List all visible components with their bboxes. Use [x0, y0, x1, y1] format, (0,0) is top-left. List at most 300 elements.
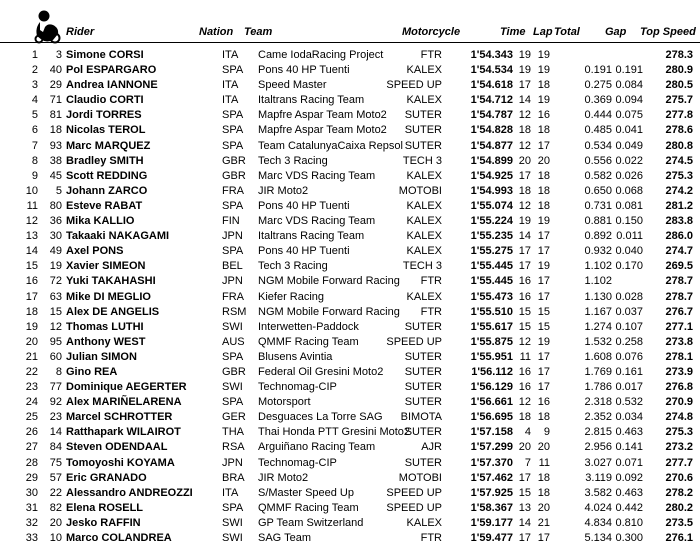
cell-team-name: Mapfre Aspar Team Moto2	[258, 109, 387, 122]
cell-best-lap: 12	[518, 396, 531, 409]
cell-best-lap: 13	[518, 501, 531, 514]
cell-best-time: 1'55.275	[470, 245, 513, 258]
cell-top-speed: 270.9	[665, 396, 693, 409]
cell-nation: ITA	[222, 79, 239, 92]
results-header	[0, 0, 700, 43]
cell-total-laps: 18	[537, 199, 550, 212]
cell-nation: SWI	[222, 516, 243, 529]
cell-best-time: 1'54.618	[470, 79, 513, 92]
table-row	[0, 108, 700, 123]
cell-best-lap: 12	[518, 109, 531, 122]
cell-nation: SPA	[222, 245, 244, 258]
cell-rider-name: Johann ZARCO	[66, 184, 148, 197]
table-row	[0, 335, 700, 350]
header-time: Time	[500, 26, 526, 38]
cell-total-laps: 20	[537, 154, 550, 167]
cell-best-lap: 17	[518, 245, 531, 258]
cell-motorcycle: MOTOBI	[398, 184, 442, 197]
header-motorcycle: Motorcycle	[402, 26, 461, 38]
cell-total-laps: 20	[537, 501, 550, 514]
cell-gap-previous: 0.037	[615, 305, 643, 318]
cell-team-name: Came IodaRacing Project	[258, 49, 384, 61]
cell-best-lap: 19	[518, 64, 531, 77]
cell-gap-first: 3.027	[584, 456, 612, 469]
cell-team-name: Marc VDS Racing Team	[258, 215, 376, 228]
cell-best-time: 1'56.129	[470, 381, 513, 394]
cell-position: 14	[25, 245, 38, 258]
cell-gap-first: 1.769	[584, 365, 612, 378]
table-row	[0, 214, 700, 229]
cell-rider-name: Alessandro ANDREOZZI	[66, 486, 193, 499]
cell-best-lap: 14	[518, 516, 531, 529]
cell-best-lap: 17	[518, 532, 531, 544]
cell-best-time: 1'55.951	[470, 350, 513, 363]
cell-total-laps: 15	[537, 320, 550, 333]
cell-team-name: Desguaces La Torre SAG	[258, 411, 383, 424]
cell-top-speed: 273.8	[665, 335, 693, 348]
cell-gap-previous: 0.049	[615, 139, 643, 152]
cell-rider-number: 57	[49, 471, 62, 484]
cell-total-laps: 17	[537, 139, 550, 152]
cell-rider-name: Jesko RAFFIN	[66, 516, 141, 529]
cell-best-lap: 17	[518, 169, 531, 182]
cell-rider-name: Julian SIMON	[66, 350, 137, 363]
cell-position: 27	[25, 441, 38, 454]
cell-best-time: 1'54.993	[470, 184, 513, 197]
cell-best-time: 1'55.445	[470, 275, 513, 288]
cell-best-lap: 7	[524, 456, 531, 469]
cell-gap-previous: 0.071	[615, 456, 643, 469]
cell-rider-name: Alex MARIÑELARENA	[66, 396, 182, 409]
cell-team-name: Tech 3 Racing	[258, 154, 328, 167]
cell-total-laps: 19	[537, 335, 550, 348]
cell-motorcycle: SUTER	[404, 456, 442, 469]
header-total: Total	[554, 26, 580, 38]
cell-gap-previous: 0.068	[615, 184, 643, 197]
cell-team-name: Italtrans Racing Team	[258, 94, 365, 107]
cell-rider-name: Simone CORSI	[66, 49, 144, 61]
cell-best-lap: 15	[518, 305, 531, 318]
cell-best-time: 1'55.445	[470, 260, 513, 273]
cell-rider-name: Takaaki NAKAGAMI	[66, 230, 170, 243]
cell-total-laps: 18	[537, 184, 550, 197]
cell-top-speed: 277.8	[665, 109, 693, 122]
cell-position: 33	[25, 532, 38, 544]
cell-nation: SPA	[222, 64, 244, 77]
cell-gap-first: 0.275	[584, 79, 612, 92]
cell-best-time: 1'56.661	[470, 396, 513, 409]
cell-gap-previous: 0.084	[615, 79, 643, 92]
cell-position: 6	[31, 124, 38, 137]
table-row	[0, 410, 700, 425]
cell-total-laps: 18	[537, 79, 550, 92]
cell-best-lap: 15	[518, 320, 531, 333]
cell-rider-number: 40	[49, 64, 62, 77]
cell-gap-first: 0.650	[584, 184, 612, 197]
cell-top-speed: 276.1	[665, 532, 693, 544]
cell-best-lap: 18	[518, 411, 531, 424]
cell-gap-previous: 0.810	[615, 516, 643, 529]
cell-gap-previous: 0.463	[615, 486, 643, 499]
cell-gap-previous: 0.442	[615, 501, 643, 514]
cell-gap-previous: 0.258	[615, 335, 643, 348]
cell-best-lap: 4	[524, 426, 531, 439]
cell-rider-number: 95	[49, 335, 62, 348]
cell-best-lap: 18	[518, 124, 531, 137]
cell-position: 32	[25, 516, 38, 529]
cell-best-time: 1'54.787	[470, 109, 513, 122]
cell-top-speed: 278.2	[665, 486, 693, 499]
cell-motorcycle: KALEX	[406, 64, 442, 77]
cell-gap-first: 0.444	[584, 109, 612, 122]
cell-position: 30	[25, 486, 38, 499]
cell-rider-number: 81	[49, 109, 62, 122]
cell-nation: GBR	[222, 365, 246, 378]
cell-best-time: 1'54.925	[470, 169, 513, 182]
cell-position: 4	[31, 94, 38, 107]
cell-gap-previous: 0.034	[615, 411, 643, 424]
cell-rider-name: Eric GRANADO	[66, 471, 147, 484]
cell-top-speed: 273.2	[665, 441, 693, 454]
cell-position: 20	[25, 335, 38, 348]
table-row	[0, 290, 700, 305]
cell-motorcycle: KALEX	[406, 169, 442, 182]
table-row	[0, 395, 700, 410]
table-row	[0, 199, 700, 214]
cell-motorcycle: SUTER	[404, 365, 442, 378]
cell-team-name: Interwetten-Paddock	[258, 320, 359, 333]
cell-nation: JPN	[222, 456, 243, 469]
cell-best-lap: 17	[518, 471, 531, 484]
cell-rider-number: 10	[49, 532, 62, 544]
cell-gap-first: 0.534	[584, 139, 612, 152]
cell-rider-name: Anthony WEST	[66, 335, 146, 348]
cell-best-time: 1'57.158	[470, 426, 513, 439]
cell-top-speed: 276.7	[665, 305, 693, 318]
cell-gap-first: 0.582	[584, 169, 612, 182]
cell-rider-number: 30	[49, 230, 62, 243]
cell-motorcycle: SUTER	[404, 109, 442, 122]
cell-top-speed: 275.3	[665, 169, 693, 182]
cell-best-lap: 12	[518, 335, 531, 348]
cell-gap-first: 0.932	[584, 245, 612, 258]
cell-rider-number: 72	[49, 275, 62, 288]
cell-best-time: 1'54.534	[470, 64, 513, 77]
cell-best-lap: 15	[518, 486, 531, 499]
cell-nation: GBR	[222, 169, 246, 182]
cell-best-time: 1'54.899	[470, 154, 513, 167]
cell-total-laps: 19	[537, 49, 550, 61]
table-row	[0, 63, 700, 78]
cell-rider-name: Yuki TAKAHASHI	[66, 275, 156, 288]
cell-team-name: JIR Moto2	[258, 184, 309, 197]
cell-motorcycle: KALEX	[406, 245, 442, 258]
cell-rider-number: 18	[49, 124, 62, 137]
cell-rider-number: 84	[49, 441, 62, 454]
cell-rider-number: 82	[49, 501, 62, 514]
table-row	[0, 471, 700, 486]
cell-best-time: 1'55.510	[470, 305, 513, 318]
cell-gap-previous: 0.107	[615, 320, 643, 333]
cell-total-laps: 17	[537, 245, 550, 258]
cell-total-laps: 19	[537, 215, 550, 228]
cell-top-speed: 278.1	[665, 350, 693, 363]
cell-rider-number: 60	[49, 350, 62, 363]
cell-rider-name: Marco COLANDREA	[66, 532, 172, 544]
cell-gap-previous: 0.081	[615, 199, 643, 212]
cell-rider-number: 75	[49, 456, 62, 469]
cell-team-name: Technomag-CIP	[258, 381, 337, 394]
cell-top-speed: 269.5	[665, 260, 693, 273]
cell-best-lap: 11	[519, 350, 531, 363]
cell-rider-name: Mika KALLIO	[66, 215, 135, 228]
results-table	[0, 48, 700, 546]
cell-top-speed: 283.8	[665, 215, 693, 228]
cell-rider-name: Alex DE ANGELIS	[66, 305, 160, 318]
cell-motorcycle: FTR	[420, 275, 442, 288]
cell-best-time: 1'59.177	[470, 516, 513, 529]
cell-gap-first: 0.731	[584, 199, 612, 212]
cell-top-speed: 274.5	[665, 154, 693, 167]
cell-top-speed: 281.2	[665, 199, 693, 212]
cell-gap-first: 1.786	[584, 381, 612, 394]
table-row	[0, 365, 700, 380]
cell-top-speed: 280.5	[665, 79, 693, 92]
cell-total-laps: 18	[537, 471, 550, 484]
table-row	[0, 486, 700, 501]
cell-rider-number: 93	[49, 139, 62, 152]
cell-total-laps: 20	[537, 441, 550, 454]
cell-position: 9	[31, 169, 38, 182]
cell-rider-name: Thomas LUTHI	[66, 320, 144, 333]
table-row	[0, 259, 700, 274]
cell-gap-first: 0.191	[584, 64, 612, 77]
cell-total-laps: 18	[537, 169, 550, 182]
cell-rider-number: 49	[49, 245, 62, 258]
cell-position: 7	[31, 139, 38, 152]
cell-position: 26	[25, 426, 38, 439]
cell-gap-first: 0.881	[584, 215, 612, 228]
cell-rider-number: 22	[49, 486, 62, 499]
cell-position: 12	[25, 215, 38, 228]
cell-nation: FRA	[222, 290, 244, 303]
cell-top-speed: 277.7	[665, 456, 693, 469]
cell-total-laps: 19	[537, 94, 550, 107]
cell-gap-first: 0.556	[584, 154, 612, 167]
cell-team-name: Arguiñano Racing Team	[258, 441, 376, 454]
cell-team-name: Pons 40 HP Tuenti	[258, 245, 350, 258]
cell-team-name: QMMF Racing Team	[258, 501, 359, 514]
cell-rider-number: 15	[49, 305, 62, 318]
cell-top-speed: 274.2	[665, 184, 693, 197]
cell-position: 2	[31, 64, 38, 77]
cell-gap-first: 0.485	[584, 124, 612, 137]
cell-total-laps: 19	[537, 260, 550, 273]
cell-rider-number: 80	[49, 199, 62, 212]
cell-motorcycle: SUTER	[404, 320, 442, 333]
cell-team-name: Italtrans Racing Team	[258, 230, 365, 243]
cell-gap-previous: 0.300	[615, 532, 643, 544]
cell-best-time: 1'57.925	[470, 486, 513, 499]
cell-rider-number: 3	[55, 49, 62, 61]
cell-gap-previous: 0.075	[615, 109, 643, 122]
cell-gap-first: 2.815	[584, 426, 612, 439]
cell-position: 28	[25, 456, 38, 469]
cell-best-time: 1'55.074	[470, 199, 513, 212]
cell-position: 22	[25, 365, 38, 378]
cell-position: 5	[31, 109, 38, 122]
cell-rider-number: 12	[49, 320, 62, 333]
cell-position: 24	[25, 396, 38, 409]
cell-rider-number: 19	[49, 260, 62, 273]
cell-total-laps: 11	[538, 456, 550, 469]
cell-team-name: Pons 40 HP Tuenti	[258, 199, 350, 212]
cell-gap-first: 1.102	[584, 275, 612, 288]
header-rider: Rider	[66, 26, 95, 38]
cell-rider-name: Xavier SIMEON	[66, 260, 146, 273]
table-row	[0, 440, 700, 455]
cell-position: 10	[25, 184, 38, 197]
cell-motorcycle: KALEX	[406, 290, 442, 303]
cell-team-name: Mapfre Aspar Team Moto2	[258, 124, 387, 137]
cell-rider-number: 45	[49, 169, 62, 182]
cell-gap-previous: 0.463	[615, 426, 643, 439]
cell-position: 18	[25, 305, 38, 318]
cell-motorcycle: SPEED UP	[386, 335, 442, 348]
cell-best-time: 1'56.695	[470, 411, 513, 424]
cell-top-speed: 273.9	[665, 365, 693, 378]
cell-motorcycle: KALEX	[406, 199, 442, 212]
cell-total-laps: 17	[537, 275, 550, 288]
cell-rider-number: 71	[49, 94, 62, 107]
header-divider	[0, 42, 700, 43]
cell-position: 15	[25, 260, 38, 273]
cell-motorcycle: SPEED UP	[386, 79, 442, 92]
cell-motorcycle: FTR	[420, 305, 442, 318]
cell-best-lap: 20	[518, 441, 531, 454]
cell-gap-first: 4.024	[584, 501, 612, 514]
cell-gap-previous: 0.028	[615, 290, 643, 303]
cell-nation: SPA	[222, 109, 244, 122]
cell-top-speed: 274.7	[665, 245, 693, 258]
cell-top-speed: 278.6	[665, 124, 693, 137]
cell-position: 31	[25, 501, 38, 514]
table-row	[0, 501, 700, 516]
cell-best-lap: 16	[518, 365, 531, 378]
table-row	[0, 48, 700, 63]
cell-nation: JPN	[222, 275, 243, 288]
cell-gap-first: 2.956	[584, 441, 612, 454]
cell-best-lap: 12	[518, 199, 531, 212]
table-row	[0, 274, 700, 289]
cell-best-time: 1'55.224	[470, 215, 513, 228]
cell-top-speed: 275.3	[665, 426, 693, 439]
cell-best-time: 1'54.877	[470, 139, 513, 152]
cell-motorcycle: SUTER	[404, 350, 442, 363]
cell-position: 1	[31, 49, 38, 61]
cell-nation: ITA	[222, 94, 239, 107]
cell-best-time: 1'54.828	[470, 124, 513, 137]
cell-team-name: NGM Mobile Forward Racing	[258, 305, 400, 318]
cell-rider-name: Pol ESPARGARO	[66, 64, 157, 77]
cell-best-lap: 19	[518, 215, 531, 228]
cell-total-laps: 15	[537, 305, 550, 318]
cell-top-speed: 275.7	[665, 94, 693, 107]
cell-motorcycle: KALEX	[406, 230, 442, 243]
cell-rider-number: 38	[49, 154, 62, 167]
cell-rider-number: 5	[55, 184, 62, 197]
cell-position: 11	[26, 199, 38, 212]
cell-rider-number: 29	[49, 79, 62, 92]
cell-gap-previous: 0.094	[615, 94, 643, 107]
cell-best-time: 1'57.299	[470, 441, 513, 454]
cell-motorcycle: SUTER	[404, 426, 442, 439]
cell-nation: FRA	[222, 184, 244, 197]
cell-rider-number: 92	[49, 396, 62, 409]
cell-position: 19	[25, 320, 38, 333]
cell-best-time: 1'57.370	[470, 456, 513, 469]
cell-top-speed: 270.6	[665, 471, 693, 484]
table-row	[0, 320, 700, 335]
cell-gap-previous: 0.022	[615, 154, 643, 167]
cell-rider-name: Scott REDDING	[66, 169, 148, 182]
table-row	[0, 350, 700, 365]
cell-top-speed: 278.3	[665, 49, 693, 61]
cell-rider-name: Mike DI MEGLIO	[66, 290, 151, 303]
cell-best-time: 1'54.343	[470, 49, 513, 61]
header-top-speed: Top Speed	[640, 26, 696, 38]
cell-total-laps: 16	[537, 396, 550, 409]
cell-gap-first: 1.167	[584, 305, 612, 318]
cell-nation: FIN	[222, 215, 240, 228]
cell-team-name: Thai Honda PTT Gresini Moto2	[258, 426, 411, 439]
cell-rider-name: Axel PONS	[66, 245, 124, 258]
cell-position: 25	[25, 411, 38, 424]
cell-rider-name: Claudio CORTI	[66, 94, 144, 107]
cell-team-name: Motorsport	[258, 396, 311, 409]
table-row	[0, 516, 700, 531]
cell-best-lap: 18	[518, 184, 531, 197]
header-gap: Gap	[605, 26, 627, 38]
cell-nation: SPA	[222, 199, 244, 212]
cell-total-laps: 18	[537, 124, 550, 137]
cell-gap-previous: 0.170	[615, 260, 643, 273]
cell-nation: THA	[222, 426, 244, 439]
cell-best-time: 1'55.473	[470, 290, 513, 303]
cell-nation: SWI	[222, 532, 243, 544]
cell-rider-name: Esteve RABAT	[66, 199, 143, 212]
cell-nation: GER	[222, 411, 246, 424]
table-row	[0, 154, 700, 169]
cell-nation: RSA	[222, 441, 245, 454]
cell-team-name: Team CatalunyaCaixa Repsol	[258, 139, 403, 152]
cell-gap-first: 1.130	[584, 290, 612, 303]
cell-top-speed: 280.8	[665, 139, 693, 152]
cell-team-name: QMMF Racing Team	[258, 335, 359, 348]
table-row	[0, 229, 700, 244]
cell-total-laps: 17	[537, 381, 550, 394]
cell-motorcycle: SUTER	[404, 381, 442, 394]
cell-nation: SPA	[222, 124, 244, 137]
cell-gap-first: 3.582	[584, 486, 612, 499]
cell-best-lap: 16	[518, 381, 531, 394]
cell-nation: BEL	[222, 260, 243, 273]
cell-team-name: Speed Master	[258, 79, 327, 92]
cell-gap-first: 4.834	[584, 516, 612, 529]
cell-best-time: 1'55.875	[470, 335, 513, 348]
cell-rider-name: Gino REA	[66, 365, 118, 378]
cell-total-laps: 9	[543, 426, 550, 439]
